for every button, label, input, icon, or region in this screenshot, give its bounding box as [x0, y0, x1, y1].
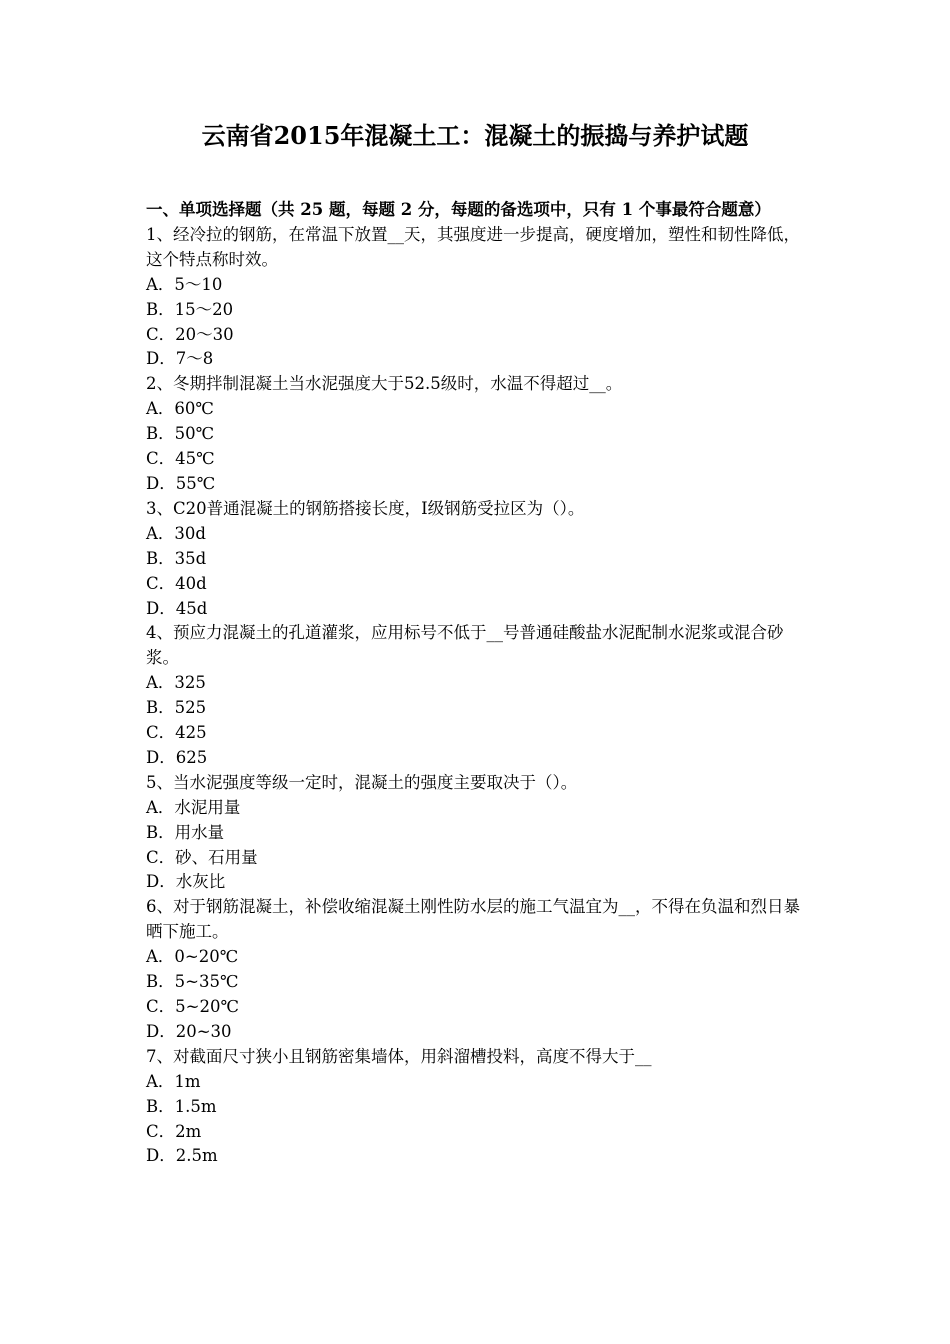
option-a: A．0~20℃	[146, 947, 239, 967]
option-b: B．15～20	[146, 299, 234, 319]
section-heading: 一、单项选择题（共 25 题，每题 2 分，每题的备选项中，只有 1 个事最符合题意）	[146, 200, 771, 219]
option-a: A．30d	[146, 523, 206, 543]
question-text: 5、当水泥强度等级一定时，混凝土的强度主要取决于（）。	[146, 772, 578, 792]
option-b: B．用水量	[146, 822, 225, 842]
option-d: D．45d	[146, 598, 208, 618]
question-text: 2、冬期拌制混凝土当水泥强度大于52.5级时，水温不得超过__。	[146, 374, 623, 394]
document-title: 云南省2015年混凝土工：混凝土的振捣与养护试题	[201, 121, 749, 150]
question-2	[146, 372, 810, 497]
option-c: C．砂、石用量	[146, 847, 258, 867]
option-c: C．45℃	[146, 449, 215, 469]
option-d: D．20~30	[146, 1021, 232, 1041]
question-5	[146, 771, 810, 896]
question-7	[146, 1045, 810, 1170]
option-d: D．2.5m	[146, 1146, 218, 1166]
option-b: B．1.5m	[146, 1096, 217, 1116]
question-text: 1、经冷拉的钢筋，在常温下放置__天，其强度进一步提高，硬度增加，塑性和韧性降低，这个特点称时效。	[146, 224, 800, 269]
question-text: 4、预应力混凝土的孔道灌浆，应用标号不低于__号普通硅酸盐水泥配制水泥浆或混合砂浆。	[146, 623, 784, 668]
option-b: B．525	[146, 698, 207, 718]
option-c: C．20～30	[146, 324, 234, 344]
document-body	[146, 198, 810, 1169]
option-a: A．水泥用量	[146, 797, 241, 817]
question-4	[146, 621, 810, 770]
option-d: D．55℃	[146, 473, 216, 493]
question-text: 6、对于钢筋混凝土，补偿收缩混凝土刚性防水层的施工气温宜为__，不得在负温和烈日暴晒下施工。	[146, 897, 800, 942]
option-d: D．625	[146, 747, 208, 767]
question-6	[146, 895, 810, 1044]
option-c: C．40d	[146, 573, 207, 593]
question-1	[146, 223, 810, 372]
option-c: C．2m	[146, 1121, 202, 1141]
option-b: B．50℃	[146, 424, 215, 444]
option-b: B．5~35℃	[146, 972, 239, 992]
option-c: C．425	[146, 723, 207, 743]
option-d: D．7～8	[146, 349, 214, 369]
option-d: D．水灰比	[146, 872, 226, 892]
question-text: 7、对截面尺寸狭小且钢筋密集墙体，用斜溜槽投料，高度不得大于__	[146, 1046, 652, 1066]
option-a: A．5～10	[146, 274, 223, 294]
option-a: A．1m	[146, 1071, 201, 1091]
option-a: A．325	[146, 673, 206, 693]
question-text: 3、C20普通混凝土的钢筋搭接长度，I级钢筋受拉区为（）。	[146, 498, 585, 518]
question-3	[146, 497, 810, 622]
option-c: C．5~20℃	[146, 997, 239, 1016]
option-a: A．60℃	[146, 399, 214, 419]
option-b: B．35d	[146, 548, 207, 568]
